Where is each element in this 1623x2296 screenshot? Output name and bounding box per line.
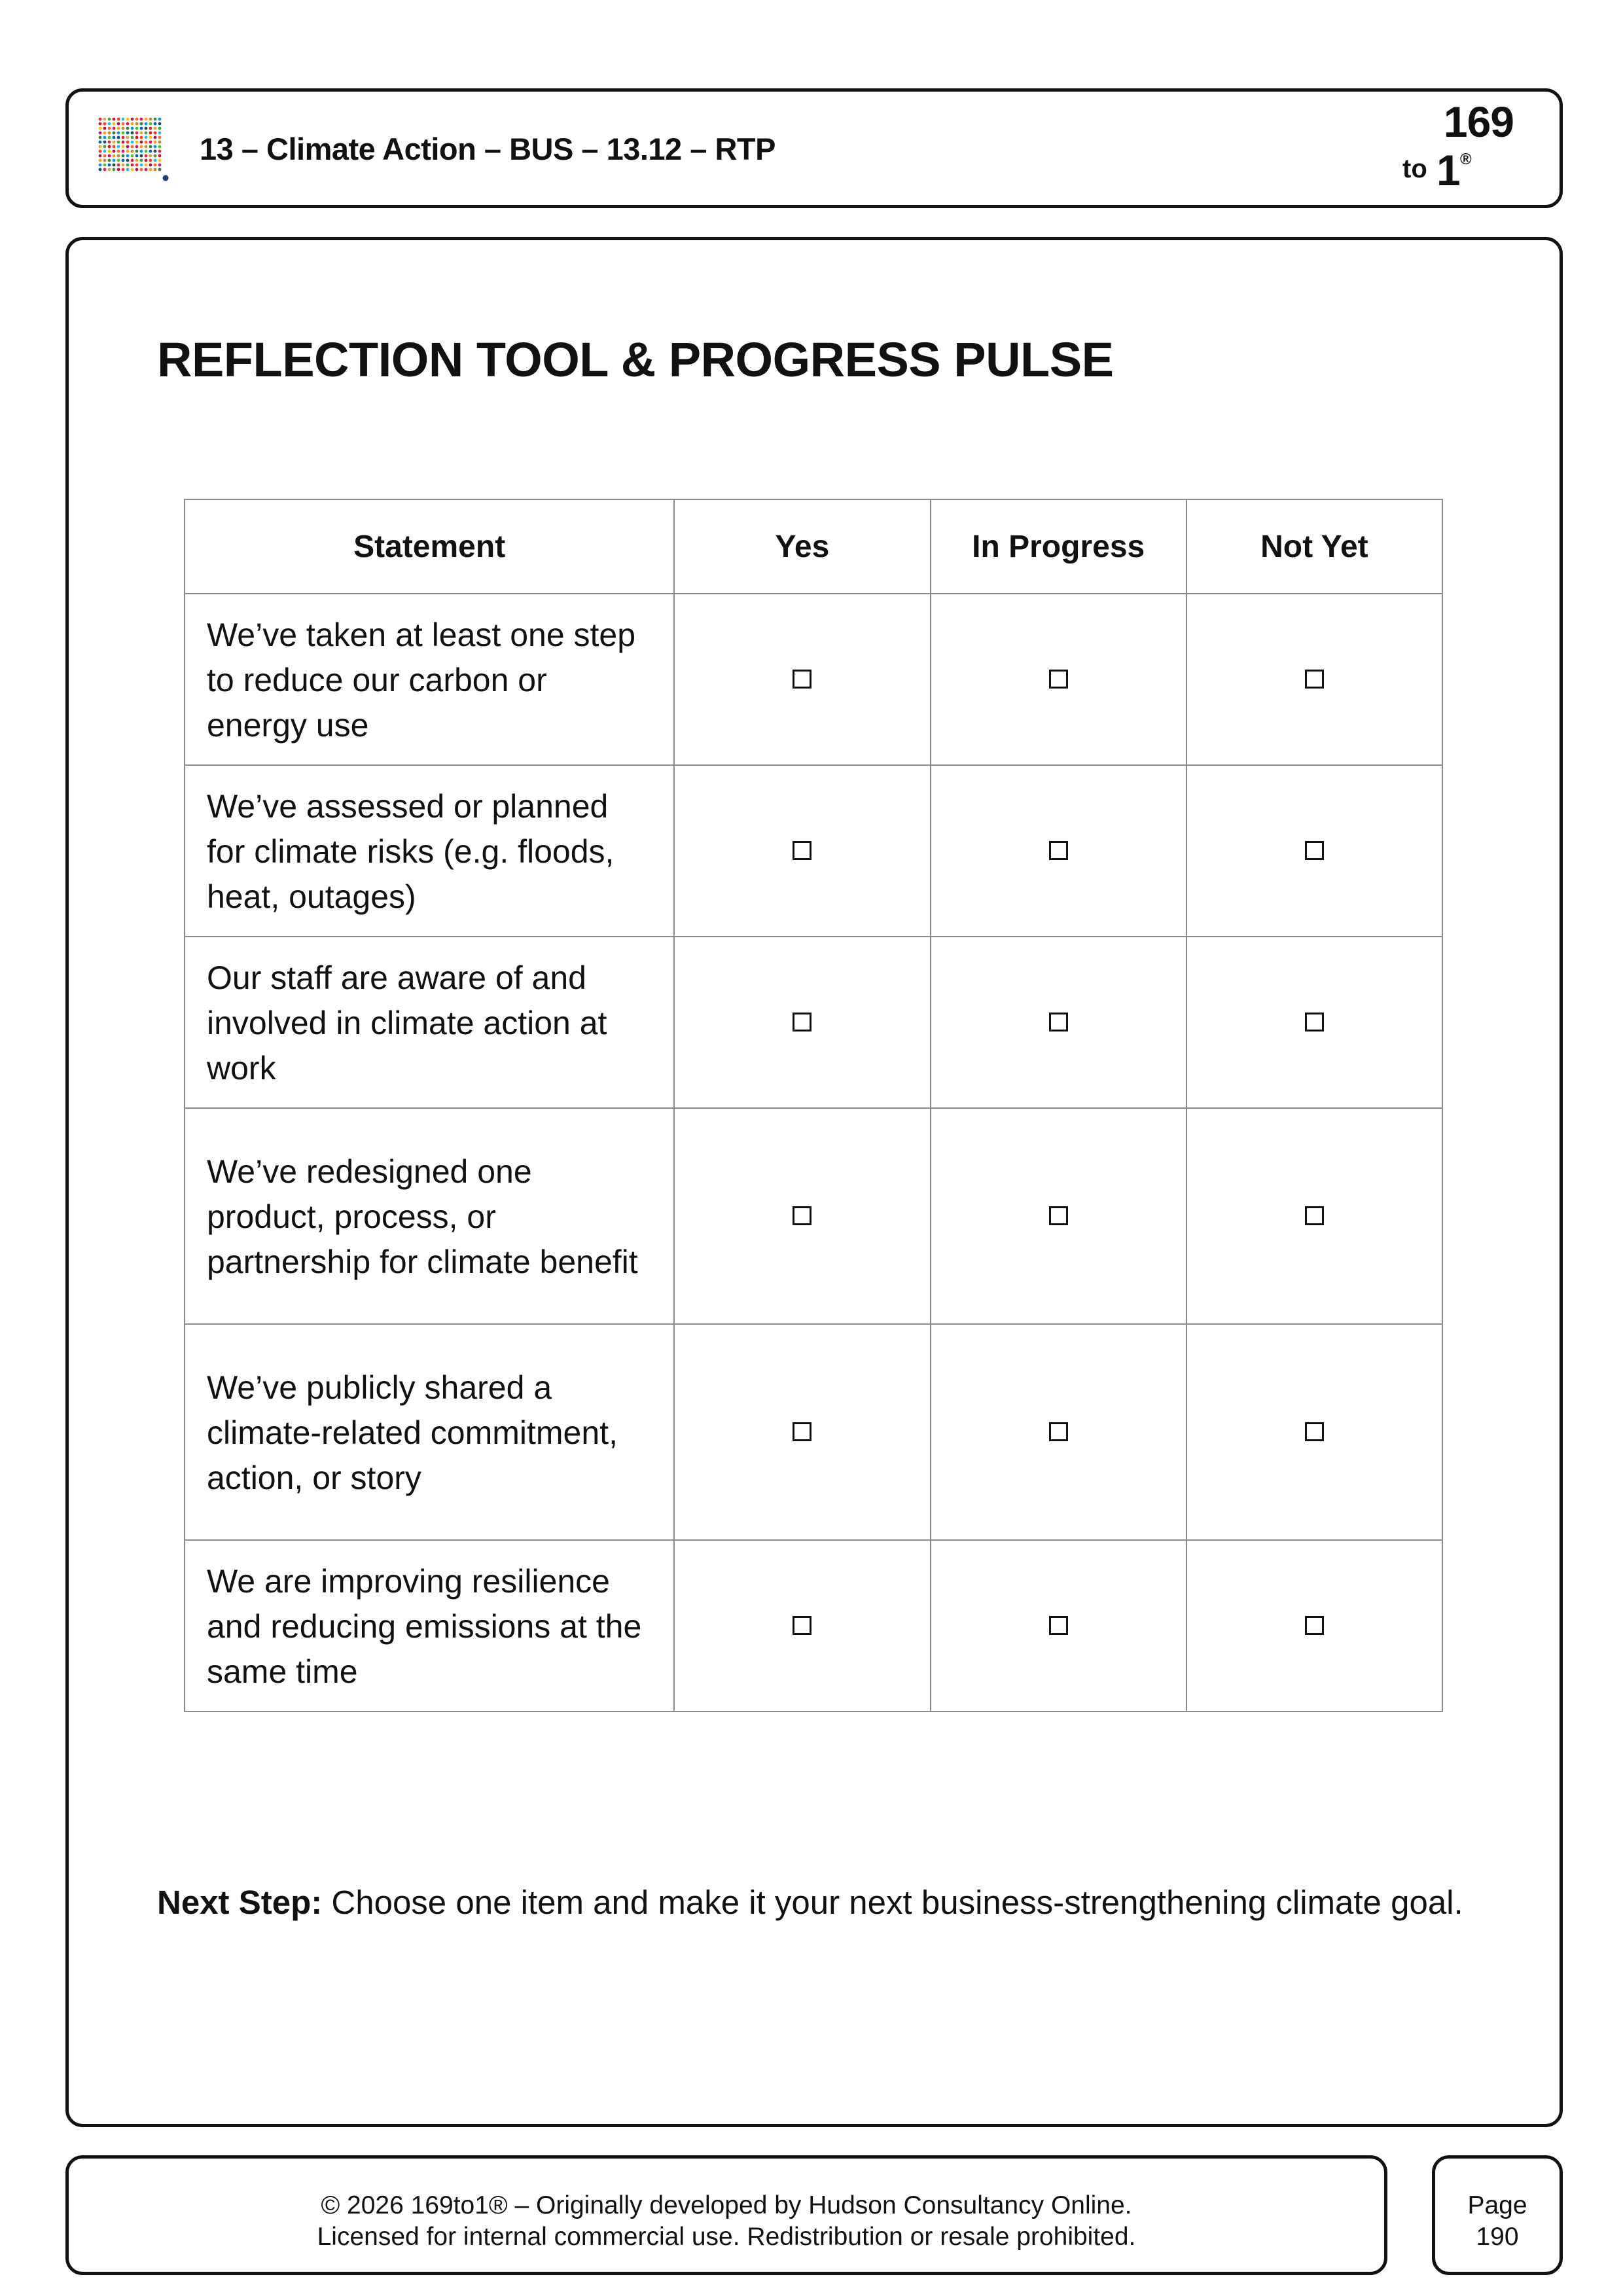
logo-dot [126,132,130,135]
logo-dot [103,150,107,153]
checkbox-cell-yes [674,765,930,937]
logo-dot [99,132,102,135]
logo-dot [99,122,102,126]
logo-dot [117,141,120,144]
logo-dot [140,136,143,139]
table-row [185,1324,1442,1540]
checkbox-yes[interactable] [793,1422,812,1441]
table-row [185,765,1442,937]
column-header-not-yet: Not Yet [1186,499,1442,594]
checkbox-cell-yes [674,594,930,765]
logo-dot [126,145,130,149]
logo-dot [145,118,148,121]
logo-dot [149,150,152,153]
column-header-in-progress: In Progress [931,499,1186,594]
logo-dot [113,127,116,130]
logo-dot [158,122,162,126]
logo-dot [117,118,120,121]
main-panel [65,237,1563,2127]
logo-dot [140,159,143,162]
checkbox-cell-not-yet [1186,765,1442,937]
logo-dot [135,159,139,162]
logo-dot [145,145,148,149]
header-bar [65,88,1563,208]
logo-dot [117,127,120,130]
page-number: 190 [1476,2223,1519,2251]
logo-dot [108,136,111,139]
logo-dot [126,127,130,130]
logo-dot [135,122,139,126]
checkbox-yes[interactable] [793,1616,812,1635]
logo-dot [122,154,125,158]
checkbox-cell-yes [674,1108,930,1324]
logo-dot [131,122,134,126]
next-step-text: Choose one item and make it your next business-strengthening climate goal. [322,1884,1463,1921]
logo-dot [108,118,111,121]
logo-dot [113,141,116,144]
logo-dot [108,164,111,167]
table-row [185,594,1442,765]
logo-dot [140,132,143,135]
logo-dot [122,141,125,144]
logo-dot [99,136,102,139]
checkbox-in-progress[interactable] [1049,1206,1068,1225]
logo-dot [103,145,107,149]
logo-dot [108,159,111,162]
checkbox-cell-not-yet [1186,594,1442,765]
logo-dot [99,168,102,171]
next-step-label: Next Step: [157,1884,323,1921]
checkbox-not-yet[interactable] [1305,1616,1324,1635]
logo-dot [140,122,143,126]
logo-dot [158,145,162,149]
logo-dot [154,154,157,158]
logo-dot [149,164,152,167]
logo-dot [122,122,125,126]
logo-dot [154,118,157,121]
logo-dot [145,154,148,158]
logo-dot [108,122,111,126]
checkbox-not-yet[interactable] [1305,1422,1324,1441]
logo-dot [103,141,107,144]
logo-dot [122,118,125,121]
logo-dot [99,154,102,158]
logo-dot [158,168,162,171]
logo-dot [99,145,102,149]
checkbox-cell-in-progress [931,1324,1186,1540]
logo-dot [117,164,120,167]
checkbox-cell-not-yet [1186,937,1442,1108]
checkbox-not-yet[interactable] [1305,1206,1324,1225]
statement-cell: We’ve assessed or planned for climate risks (e.g. floods, heat, outages) [185,765,674,937]
logo-dot [122,132,125,135]
logo-dot [126,164,130,167]
document-code-title: 13 – Climate Action – BUS – 13.12 – RTP [200,132,776,166]
logo-dot [103,122,107,126]
logo-dot [140,154,143,158]
logo-dot [99,150,102,153]
logo-dot [117,145,120,149]
logo-dot [145,168,148,171]
page-number-box [1432,2155,1563,2275]
logo-dot [103,132,107,135]
table-header-row [185,499,1442,594]
logo-dot [108,154,111,158]
logo-dot [140,150,143,153]
logo-dot [135,141,139,144]
checkbox-yes[interactable] [793,1013,812,1031]
table-row [185,1540,1442,1712]
logo-dot [103,136,107,139]
page-label: Page [1467,2191,1527,2219]
logo-dot [154,164,157,167]
checkbox-in-progress[interactable] [1049,1616,1068,1635]
checkbox-cell-yes [674,1324,930,1540]
logo-dot [108,168,111,171]
logo-dot [149,136,152,139]
logo-dot [149,141,152,144]
logo-dot [103,164,107,167]
logo-dot [158,118,162,121]
logo-dot [140,164,143,167]
logo-dot [131,159,134,162]
checkbox-cell-yes [674,937,930,1108]
table-row [185,1108,1442,1324]
logo-dot [145,150,148,153]
logo-dot [131,145,134,149]
logo-dot [99,141,102,144]
checkbox-not-yet[interactable] [1305,841,1324,860]
logo-dot [140,145,143,149]
logo-dot [135,154,139,158]
logo-dot [158,127,162,130]
logo-dot [131,141,134,144]
logo-dot [113,159,116,162]
logo-dot [122,159,125,162]
logo-dot [117,136,120,139]
checkbox-cell-in-progress [931,1108,1186,1324]
table-row [185,937,1442,1108]
checkbox-cell-in-progress [931,937,1186,1108]
logo-dot [131,150,134,153]
logo-dot [103,154,107,158]
logo-dot [149,132,152,135]
logo-dot [99,127,102,130]
logo-dot [158,136,162,139]
reflection-table [184,499,1443,1712]
logo-dot [135,127,139,130]
logo-dot [126,136,130,139]
logo-dot [149,154,152,158]
brand-logo [1402,97,1514,202]
logo-dot [154,141,157,144]
statement-cell: Our staff are aware of and involved in climate action at work [185,937,674,1108]
statement-cell: We’ve taken at least one step to reduce our carbon or energy use [185,594,674,765]
logo-dot [122,168,125,171]
logo-dot [135,136,139,139]
logo-dot [149,145,152,149]
logo-dot [140,141,143,144]
checkbox-cell-in-progress [931,594,1186,765]
logo-dot [108,141,111,144]
footer-copyright [65,2155,1387,2275]
checkbox-yes[interactable] [793,670,812,689]
logo-dot [103,127,107,130]
logo-dot [154,150,157,153]
logo-dot [122,150,125,153]
logo-dot [122,127,125,130]
column-header-yes: Yes [674,499,930,594]
logo-dot [117,122,120,126]
logo-dot [131,164,134,167]
logo-dot [158,150,162,153]
logo-dot [103,159,107,162]
logo-dot [145,132,148,135]
logo-dot [154,132,157,135]
logo-dot [158,132,162,135]
logo-dot [113,150,116,153]
brand-to: to [1402,154,1427,183]
logo-dot [122,145,125,149]
logo-dot [113,132,116,135]
logo-dot [113,118,116,121]
logo-dot [113,164,116,167]
logo-dot [126,154,130,158]
logo-dot [145,122,148,126]
checkbox-cell-yes [674,1540,930,1712]
logo-dot [135,132,139,135]
registered-mark: ® [1460,151,1472,168]
logo-dot [140,118,143,121]
logo-dot [135,164,139,167]
logo-dot [145,141,148,144]
logo-dot [154,122,157,126]
logo-dot [135,168,139,171]
logo-dot [117,150,120,153]
checkbox-cell-in-progress [931,1540,1186,1712]
logo-dot [108,150,111,153]
copyright-notice [69,2190,1384,2253]
logo-dot [131,136,134,139]
checkbox-yes[interactable] [793,1206,812,1225]
logo-dot [103,118,107,121]
checkbox-not-yet[interactable] [1305,1013,1324,1031]
copyright-line: © 2026 169to1® – Originally developed by Hudson Consultancy Online. [321,2191,1132,2219]
logo-dot [145,159,148,162]
logo-dot [131,127,134,130]
brand-number: 169 [1443,98,1514,146]
logo-dot [117,154,120,158]
logo-dot [149,118,152,121]
logo-dot [158,159,162,162]
logo-dot [154,145,157,149]
checkbox-cell-in-progress [931,765,1186,937]
logo-dot [113,154,116,158]
logo-dot [126,168,130,171]
statement-cell: We’ve redesigned one product, process, or partnership for climate benefit [185,1108,674,1324]
checkbox-yes[interactable] [793,841,812,860]
logo-dot [99,164,102,167]
logo-dot [113,122,116,126]
logo-dot [158,154,162,158]
logo-dot [122,164,125,167]
checkbox-in-progress[interactable] [1049,841,1068,860]
logo-dot [145,127,148,130]
statement-cell: We are improving resilience and reducing emissions at the same time [185,1540,674,1712]
license-line: Licensed for internal commercial use. Redistribution or resale prohibited. [317,2223,1136,2251]
logo-dot [103,168,107,171]
logo-dot [117,132,120,135]
logo-dot [154,159,157,162]
logo-dot [149,122,152,126]
logo-dot [131,168,134,171]
logo-dot [131,132,134,135]
logo-dot [108,127,111,130]
logo-dot [126,122,130,126]
logo-dot [126,118,130,121]
logo-dot [154,127,157,130]
checkbox-cell-not-yet [1186,1108,1442,1324]
logo-dot [126,141,130,144]
checkbox-in-progress[interactable] [1049,1422,1068,1441]
brand-one: 1 [1436,146,1461,194]
logo-dot [145,136,148,139]
checkbox-in-progress[interactable] [1049,670,1068,689]
logo-dot [117,168,120,171]
logo-dot [145,164,148,167]
logo-accent-dot [163,175,169,181]
logo-dot [140,168,143,171]
logo-dot [113,168,116,171]
sdg-dots-logo-icon [98,117,169,182]
next-step-note [157,1880,1479,1925]
column-header-statement: Statement [185,499,674,594]
logo-dot [149,168,152,171]
logo-dot [149,159,152,162]
logo-dot [158,164,162,167]
logo-dot [108,145,111,149]
logo-dot [126,150,130,153]
logo-dot [135,118,139,121]
logo-dot [99,159,102,162]
logo-dot [131,118,134,121]
checkbox-cell-not-yet [1186,1540,1442,1712]
logo-dot [154,168,157,171]
logo-dot [108,132,111,135]
checkbox-not-yet[interactable] [1305,670,1324,689]
logo-dot [140,127,143,130]
logo-dot [117,159,120,162]
logo-dot [135,145,139,149]
page-title: REFLECTION TOOL & PROGRESS PULSE [157,332,1114,387]
statement-cell: We’ve publicly shared a climate-related commitment, action, or story [185,1324,674,1540]
logo-dot [113,145,116,149]
logo-dot [126,159,130,162]
page-indicator [1435,2190,1560,2253]
logo-dot [154,136,157,139]
logo-dot [113,136,116,139]
logo-dot [149,127,152,130]
logo-dot [122,136,125,139]
checkbox-in-progress[interactable] [1049,1013,1068,1031]
logo-dot [99,118,102,121]
logo-dot [158,141,162,144]
logo-dot [135,150,139,153]
logo-dot [131,154,134,158]
checkbox-cell-not-yet [1186,1324,1442,1540]
